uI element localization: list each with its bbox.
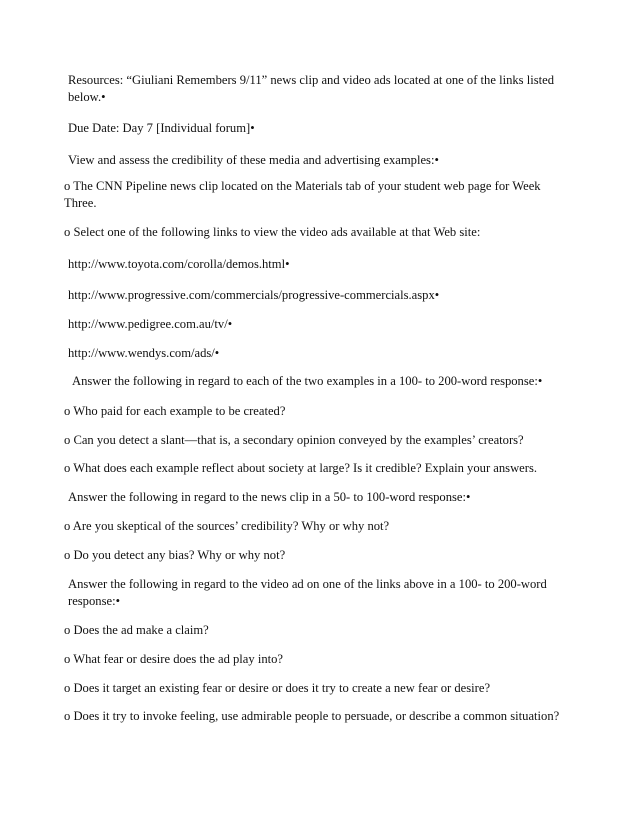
resources-paragraph: Resources: “Giuliani Remembers 9/11” news clip and video ads located at one of the links listed below.• bbox=[68, 73, 555, 104]
list-item: o The CNN Pipeline news clip located on the Materials tab of your student web page for Week Three. bbox=[64, 179, 541, 210]
list-item: o Who paid for each example to be created? bbox=[64, 404, 286, 418]
list-item: o Does it target an existing fear or desire or does it try to create a new fear or desire? bbox=[64, 681, 491, 695]
list-item: o Does it try to invoke feeling, use admirable people to persuade, or describe a common situation? bbox=[64, 709, 560, 723]
list-item: o Can you detect a slant—that is, a secondary opinion conveyed by the examples’ creators? bbox=[64, 433, 524, 447]
list-item: o What fear or desire does the ad play into? bbox=[64, 652, 284, 666]
instruction-paragraph: Answer the following in regard to the news clip in a 50- to 100-word response:• bbox=[68, 490, 471, 504]
list-item: o What does each example reflect about society at large? Is it credible? Explain your answers. bbox=[64, 461, 538, 475]
instruction-paragraph: Answer the following in regard to each of the two examples in a 100- to 200-word response:• bbox=[72, 374, 543, 388]
link-progressive: http://www.progressive.com/commercials/progressive-commercials.aspx• bbox=[68, 288, 440, 302]
list-item: o Select one of the following links to view the video ads available at that Web site: bbox=[64, 225, 481, 239]
due-date-paragraph: Due Date: Day 7 [Individual forum]• bbox=[68, 121, 255, 135]
instruction-paragraph: View and assess the credibility of these media and advertising examples:• bbox=[68, 153, 439, 167]
link-wendys: http://www.wendys.com/ads/• bbox=[68, 346, 220, 360]
list-item: o Do you detect any bias? Why or why not? bbox=[64, 548, 286, 562]
list-item: o Does the ad make a claim? bbox=[64, 623, 209, 637]
link-pedigree: http://www.pedigree.com.au/tv/• bbox=[68, 317, 233, 331]
list-item: o Are you skeptical of the sources’ credibility? Why or why not? bbox=[64, 519, 390, 533]
instruction-paragraph: Answer the following in regard to the video ad on one of the links above in a 100- to 200-word response:• bbox=[68, 577, 547, 608]
link-toyota: http://www.toyota.com/corolla/demos.html• bbox=[68, 257, 290, 271]
